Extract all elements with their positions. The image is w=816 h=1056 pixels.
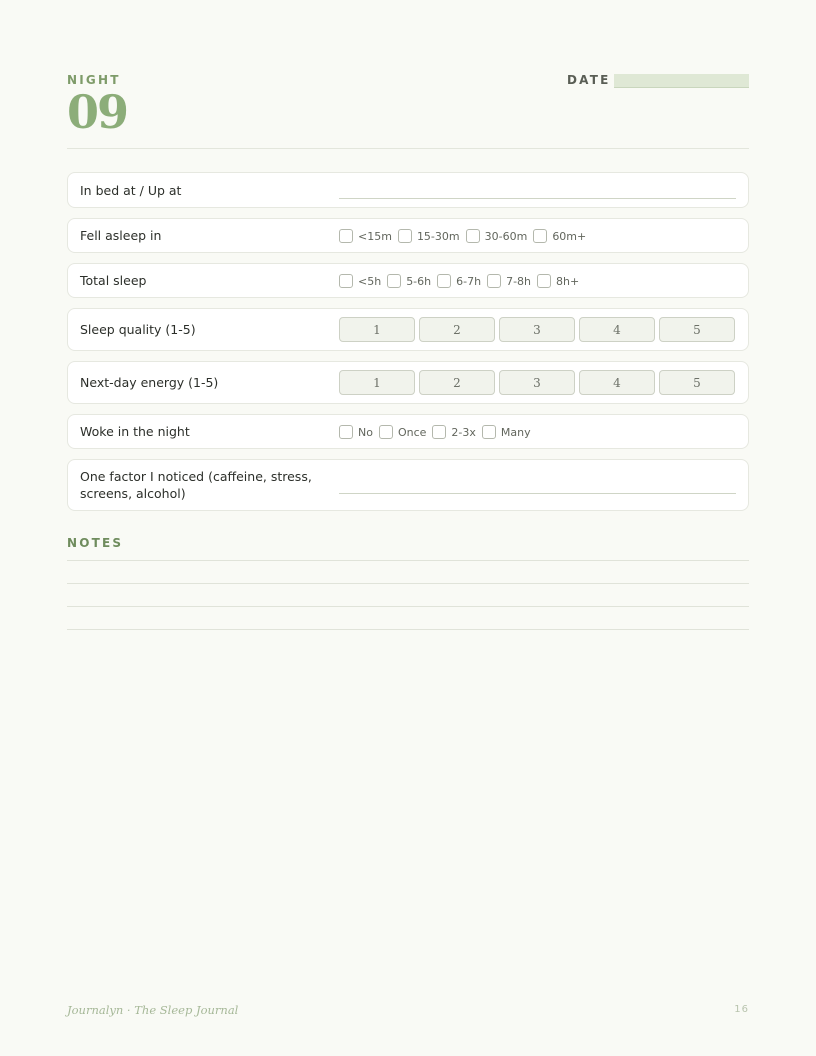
quality-1-button[interactable]: 1 xyxy=(339,317,415,342)
bed-time-field[interactable] xyxy=(339,198,736,199)
note-line[interactable] xyxy=(67,629,749,630)
factor-label-line1: One factor I noticed (caffeine, stress, xyxy=(80,469,312,484)
note-line[interactable] xyxy=(67,583,749,584)
checkbox[interactable] xyxy=(432,425,446,439)
factor-label-line2: screens, alcohol) xyxy=(80,486,186,501)
option-lt15m[interactable]: <15m xyxy=(339,229,392,243)
row-sleep-quality xyxy=(67,308,749,351)
quality-5-button[interactable]: 5 xyxy=(659,317,735,342)
checkbox[interactable] xyxy=(533,229,547,243)
note-line[interactable] xyxy=(67,606,749,607)
factor-label xyxy=(80,468,312,502)
fell-asleep-options xyxy=(339,228,592,244)
row-factor xyxy=(67,459,749,511)
night-label: NIGHT xyxy=(67,73,121,87)
footer-title: Journalyn · The Sleep Journal xyxy=(67,1003,239,1017)
checkbox[interactable] xyxy=(482,425,496,439)
date-label: DATE xyxy=(567,73,611,87)
checkbox[interactable] xyxy=(339,425,353,439)
bed-time-label: In bed at / Up at xyxy=(80,183,182,198)
option-no[interactable]: No xyxy=(339,425,373,439)
sleep-quality-scale xyxy=(339,317,735,342)
sleep-quality-label: Sleep quality (1-5) xyxy=(80,322,196,337)
option-once[interactable]: Once xyxy=(379,425,426,439)
checkbox[interactable] xyxy=(339,229,353,243)
row-fell-asleep xyxy=(67,218,749,253)
date-field[interactable] xyxy=(614,74,749,88)
option-2-3x[interactable]: 2-3x xyxy=(432,425,475,439)
row-bed-time xyxy=(67,172,749,208)
option-lt5h[interactable]: <5h xyxy=(339,274,381,288)
row-total-sleep xyxy=(67,263,749,298)
option-15-30m[interactable]: 15-30m xyxy=(398,229,460,243)
option-8h-plus[interactable]: 8h+ xyxy=(537,274,579,288)
option-5-6h[interactable]: 5-6h xyxy=(387,274,431,288)
woke-night-label: Woke in the night xyxy=(80,424,190,439)
page-number: 16 xyxy=(734,1004,749,1015)
checkbox[interactable] xyxy=(537,274,551,288)
night-number: 09 xyxy=(67,85,128,139)
checkbox[interactable] xyxy=(379,425,393,439)
quality-2-button[interactable]: 2 xyxy=(419,317,495,342)
total-sleep-options xyxy=(339,273,585,289)
factor-field[interactable] xyxy=(339,493,736,494)
energy-scale xyxy=(339,370,735,395)
checkbox[interactable] xyxy=(398,229,412,243)
row-next-day-energy xyxy=(67,361,749,404)
quality-4-button[interactable]: 4 xyxy=(579,317,655,342)
checkbox[interactable] xyxy=(339,274,353,288)
energy-5-button[interactable]: 5 xyxy=(659,370,735,395)
note-line[interactable] xyxy=(67,560,749,561)
total-sleep-label: Total sleep xyxy=(80,273,147,288)
quality-3-button[interactable]: 3 xyxy=(499,317,575,342)
row-woke-night xyxy=(67,414,749,449)
energy-3-button[interactable]: 3 xyxy=(499,370,575,395)
checkbox[interactable] xyxy=(466,229,480,243)
energy-label: Next-day energy (1-5) xyxy=(80,375,219,390)
checkbox[interactable] xyxy=(387,274,401,288)
option-60m-plus[interactable]: 60m+ xyxy=(533,229,586,243)
energy-2-button[interactable]: 2 xyxy=(419,370,495,395)
journal-page xyxy=(67,0,749,1056)
option-30-60m[interactable]: 30-60m xyxy=(466,229,528,243)
woke-night-options xyxy=(339,424,537,440)
checkbox[interactable] xyxy=(437,274,451,288)
energy-4-button[interactable]: 4 xyxy=(579,370,655,395)
fell-asleep-label: Fell asleep in xyxy=(80,228,162,243)
energy-1-button[interactable]: 1 xyxy=(339,370,415,395)
option-7-8h[interactable]: 7-8h xyxy=(487,274,531,288)
notes-heading: NOTES xyxy=(67,536,124,550)
option-many[interactable]: Many xyxy=(482,425,531,439)
page-header xyxy=(67,72,749,149)
option-6-7h[interactable]: 6-7h xyxy=(437,274,481,288)
checkbox[interactable] xyxy=(487,274,501,288)
